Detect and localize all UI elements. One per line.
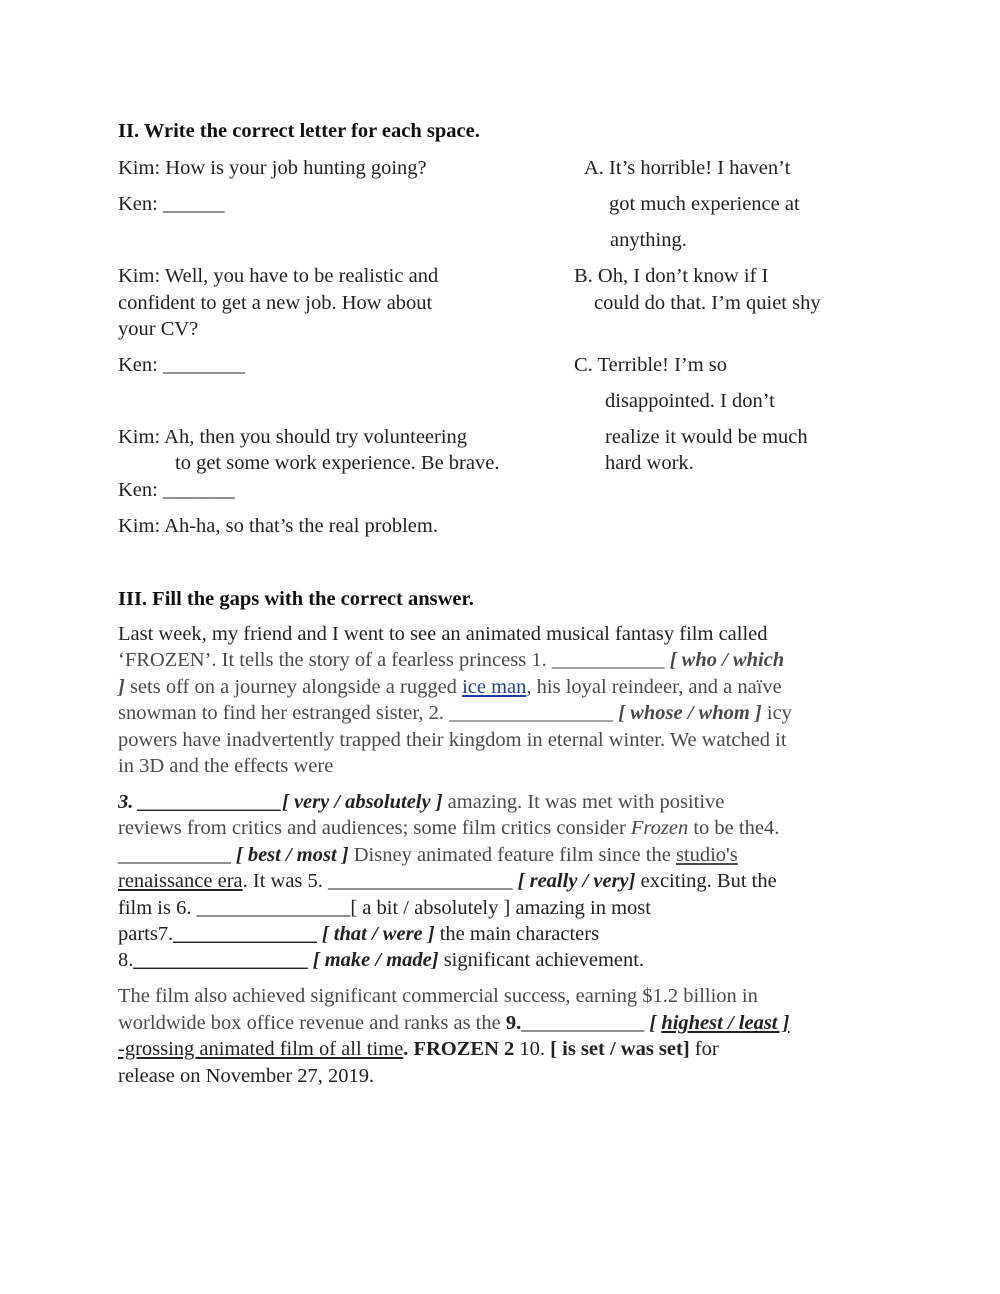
p1-line-2-text: ‘FROZEN’. It tells the story of a fearless princess 1. ___________ <box>118 649 665 671</box>
gap-4-blank: ___________ <box>118 844 231 866</box>
p2-line-3-text: Disney animated feature film since the <box>348 844 676 866</box>
p1-line-3-text: sets off on a journey alongside a rugged <box>124 676 463 698</box>
gap-1-choices: [ who / which <box>664 649 785 671</box>
gap-9-number: 9. <box>505 1012 522 1034</box>
gap-10-choices: [ is set / was set] <box>550 1038 690 1060</box>
p2-line-7-text: 8. <box>118 949 134 971</box>
gap-8-choices: [ make / made] <box>307 949 439 971</box>
option-c-line-1: C. Terrible! I’m so <box>574 354 728 376</box>
option-a-line-3: anything. <box>610 229 687 251</box>
gap-3-number: 3. ______________ <box>118 791 282 813</box>
dialog-line-4: confident to get a new job. How about <box>118 292 433 314</box>
p1-line-3-rest: , his loyal reindeer, and a naïve <box>526 676 782 698</box>
gap-5-choices: [ really / very] <box>512 870 636 892</box>
option-a-line-1: A. It’s horrible! I haven’t <box>584 157 791 179</box>
p3-line-2-text: worldwide box office revenue and ranks as the <box>118 1012 506 1034</box>
gap-10-number: 10. <box>514 1038 551 1060</box>
p3-line-3-rest: for <box>689 1038 719 1060</box>
p2-line-2 <box>118 818 779 839</box>
option-b-line-2: could do that. I’m quiet shy <box>594 292 821 314</box>
gap-8-blank: _________________ <box>133 949 308 971</box>
dialog-line-1: Kim: How is your job hunting going? <box>118 157 427 179</box>
p1-line-4-text: snowman to find her estranged sister, 2. ________________ <box>118 702 614 724</box>
p2-line-6-rest: the main characters <box>434 923 600 945</box>
p1-line-4-rest: icy <box>761 702 792 724</box>
option-c-line-3: realize it would be much <box>605 426 808 448</box>
gap-9-choices: highest / least ] <box>661 1012 790 1034</box>
dialog-line-7: Kim: Ah, then you should try volunteering <box>118 426 468 448</box>
p1-line-2 <box>118 650 784 671</box>
gap-4-choices: [ best / most ] <box>230 844 349 866</box>
gap-9-blank: ____________ <box>521 1012 645 1034</box>
renaissance-era-link[interactable]: renaissance era <box>118 870 243 892</box>
p3-line-2 <box>118 1013 789 1034</box>
dialog-line-3: Kim: Well, you have to be realistic and <box>118 265 439 287</box>
dialog-line-2: Ken: ______ <box>118 193 225 215</box>
option-c-line-2: disappointed. I don’t <box>605 390 775 412</box>
gap-1-choices-end: ] <box>118 676 125 698</box>
p3-line-3 <box>118 1039 719 1060</box>
p2-line-6-text: parts7. <box>118 923 174 945</box>
p2-line-7 <box>118 950 644 971</box>
gap-2-choices: [ whose / whom ] <box>613 702 762 724</box>
gap-7-choices: [ that / were ] <box>316 923 435 945</box>
p3-line-1: The film also achieved significant commercial success, earning $1.2 billion in <box>118 985 758 1007</box>
ice-man-link[interactable]: ice man <box>462 676 527 698</box>
p2-line-4-text: . It was 5. __________________ <box>242 870 513 892</box>
option-b-line-1: B. Oh, I don’t know if I <box>574 265 769 287</box>
p2-line-4 <box>118 871 777 892</box>
dialog-line-5: your CV? <box>118 318 199 340</box>
p1-line-4 <box>118 703 792 724</box>
gap-9-bracket: [ <box>644 1012 662 1034</box>
p2-line-1-rest: amazing. It was met with positive <box>442 791 725 813</box>
section-ii-heading: II. Write the correct letter for each space. <box>118 120 480 142</box>
p2-line-3 <box>118 845 738 866</box>
p2-line-6 <box>118 924 599 945</box>
grossing-link[interactable]: -grossing animated film of all time <box>118 1038 404 1060</box>
p2-line-5-text: film is 6. _______________ <box>118 897 351 919</box>
dialog-line-10: Kim: Ah-ha, so that’s the real problem. <box>118 515 438 537</box>
p2-line-2-text: reviews from critics and audiences; some film critics consider <box>118 817 631 839</box>
option-c-line-4: hard work. <box>605 452 694 474</box>
p2-line-4-rest: exciting. But the <box>635 870 777 892</box>
p2-line-2-rest: to be the4. <box>688 817 780 839</box>
p1-line-5: powers have inadvertently trapped their kingdom in eternal winter. We watched it <box>118 729 787 751</box>
dialog-line-6: Ken: ________ <box>118 354 245 376</box>
frozen-2-label: . FROZEN 2 <box>403 1038 515 1060</box>
dialog-line-8: to get some work experience. Be brave. <box>175 452 500 474</box>
frozen-title-italic: Frozen <box>630 817 689 839</box>
p1-line-3 <box>118 677 782 698</box>
p3-line-4: release on November 27, 2019. <box>118 1065 375 1087</box>
gap-6-choices: [ a bit / absolutely ] amazing in most <box>350 897 651 919</box>
option-a-line-2: got much experience at <box>609 193 800 215</box>
p2-line-7-rest: significant achievement. <box>438 949 645 971</box>
p2-line-1 <box>118 792 724 813</box>
gap-7-blank: ______________ <box>173 923 317 945</box>
studios-link[interactable]: studio's <box>675 844 738 866</box>
p2-line-5 <box>118 898 651 919</box>
section-iii-heading: III. Fill the gaps with the correct answer. <box>118 588 474 610</box>
p1-line-1: Last week, my friend and I went to see an animated musical fantasy film called <box>118 623 768 645</box>
gap-3-choices: [ very / absolutely ] <box>282 791 443 813</box>
dialog-line-9: Ken: _______ <box>118 479 235 501</box>
p1-line-6: in 3D and the effects were <box>118 755 334 777</box>
